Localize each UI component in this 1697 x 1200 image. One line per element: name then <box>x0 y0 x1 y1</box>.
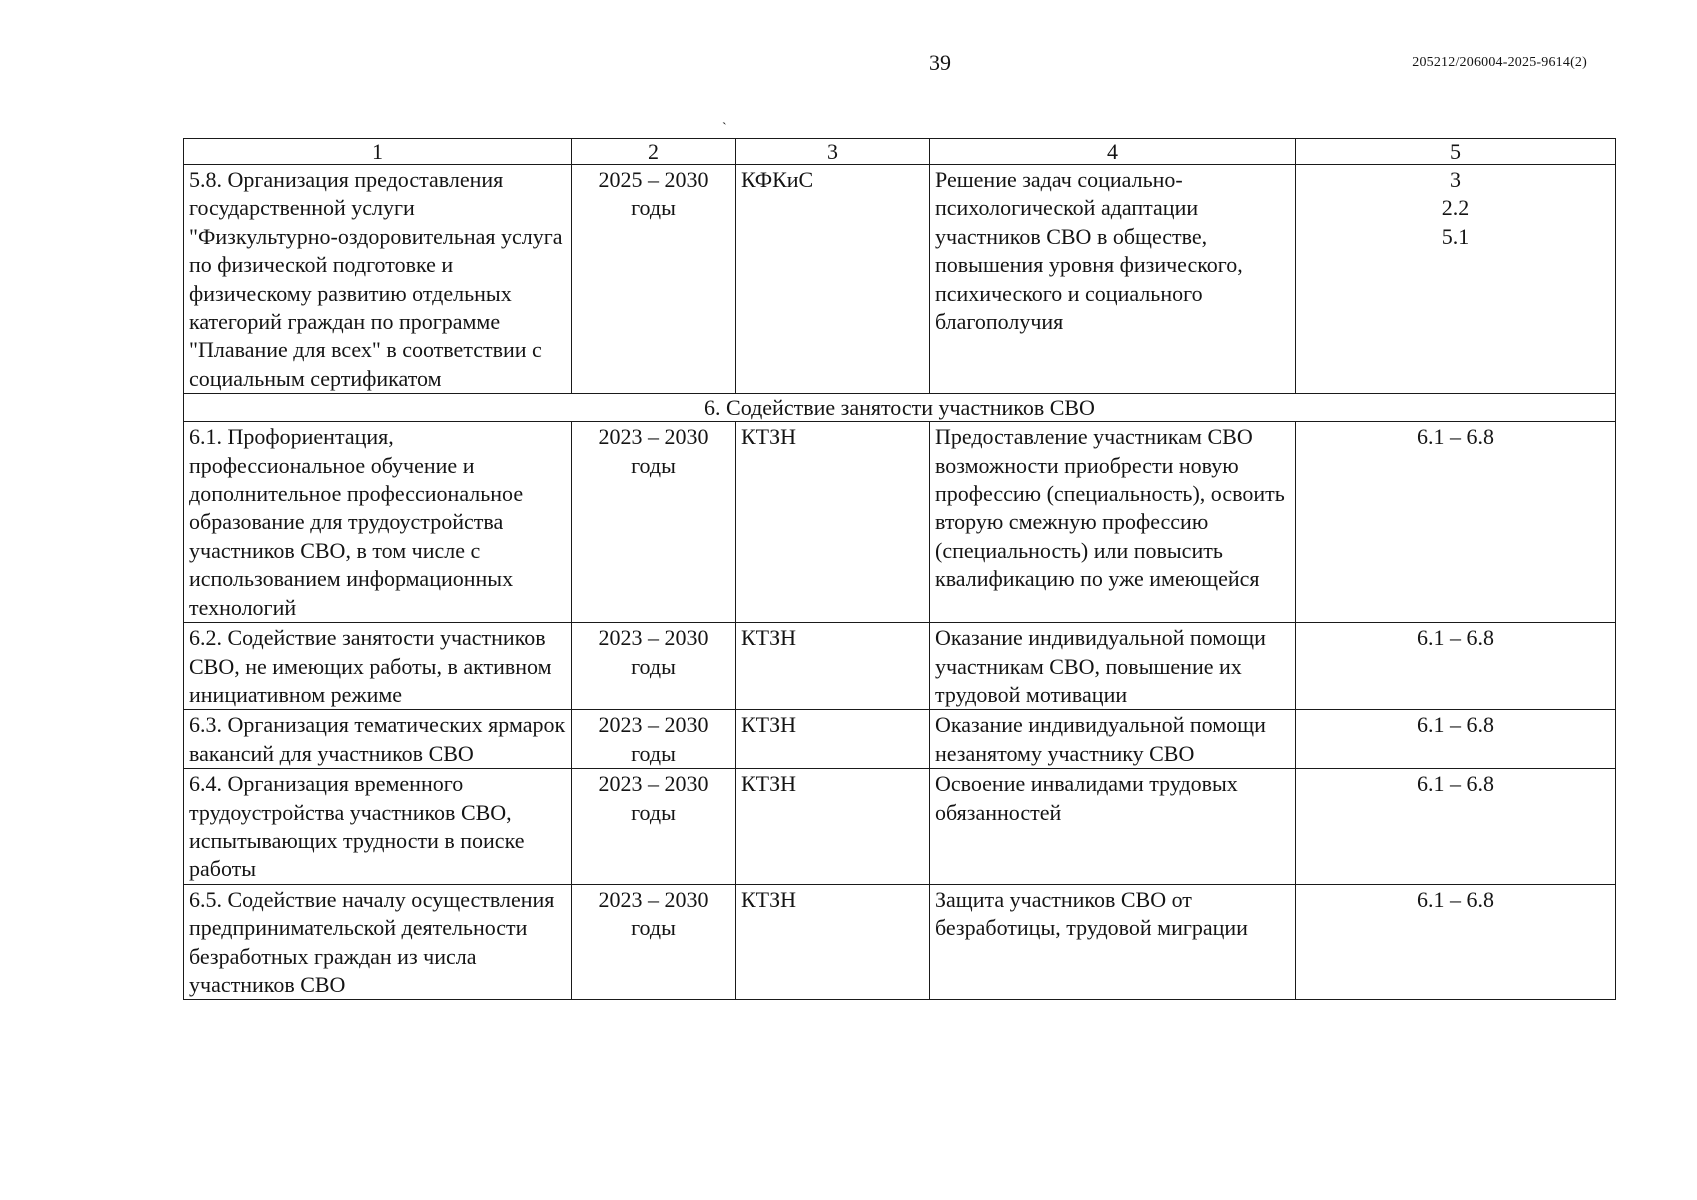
indicator-item: 2.2 <box>1441 195 1470 221</box>
executor-cell: КТЗН <box>736 623 930 710</box>
executor-cell: КТЗН <box>736 884 930 1000</box>
period-cell: 2023 – 2030 годы <box>572 769 736 885</box>
indicators-cell: 6.1 – 6.8 <box>1296 623 1616 710</box>
column-number-1: 1 <box>184 139 572 165</box>
measure-name-cell: 6.2. Содействие занятости участников СВО, не имеющих работы, в активном инициативном режиме <box>184 623 572 710</box>
period-cell: 2023 – 2030 годы <box>572 710 736 769</box>
indicators-cell <box>1296 165 1616 394</box>
indicator-item: 3 <box>1450 167 1461 192</box>
period-cell: 2025 – 2030 годы <box>572 165 736 394</box>
result-cell: Оказание индивидуальной помощи незанятому участнику СВО <box>930 710 1296 769</box>
result-cell: Освоение инвалидами трудовых обязанностей <box>930 769 1296 885</box>
column-number-2: 2 <box>572 139 736 165</box>
measure-name-cell: 6.5. Содействие началу осуществления предпринимательской деятельности безработных граждан из числа участников СВО <box>184 884 572 1000</box>
measure-name-cell: 6.3. Организация тематических ярмарок вакансий для участников СВО <box>184 710 572 769</box>
indicator-item: 5.1 <box>1441 223 1470 249</box>
table-row <box>184 422 1616 623</box>
measure-name-cell: 6.4. Организация временного трудоустройства участников СВО, испытывающих трудности в поиске работы <box>184 769 572 885</box>
result-cell: Предоставление участникам СВО возможности приобрести новую профессию (специальность), освоить вторую смежную профессию (специальность) или повысить квалификацию по уже имеющейся <box>930 422 1296 623</box>
period-cell: 2023 – 2030 годы <box>572 422 736 623</box>
column-number-4: 4 <box>930 139 1296 165</box>
table-row <box>184 710 1616 769</box>
result-cell: Решение задач социально-психологической адаптации участников СВО в обществе, повышения уровня физического, психического и социального благополучия <box>930 165 1296 394</box>
executor-cell: КТЗН <box>736 422 930 623</box>
table-row <box>184 165 1616 394</box>
column-number-row <box>184 139 1616 165</box>
indicators-cell: 6.1 – 6.8 <box>1296 769 1616 885</box>
result-cell: Оказание индивидуальной помощи участникам СВО, повышение их трудовой мотивации <box>930 623 1296 710</box>
section-title: 6. Содействие занятости участников СВО <box>184 394 1616 422</box>
scan-mark: ` <box>722 121 727 136</box>
indicators-cell: 6.1 – 6.8 <box>1296 884 1616 1000</box>
executor-cell: КТЗН <box>736 769 930 885</box>
section-header-row <box>184 394 1616 422</box>
result-cell: Защита участников СВО от безработицы, трудовой миграции <box>930 884 1296 1000</box>
measures-table <box>183 138 1616 1000</box>
table-row <box>184 623 1616 710</box>
measure-name-cell: 5.8. Организация предоставления государственной услуги "Физкультурно-оздоровительная услуга по физической подготовке и физическому развитию отдельных категорий граждан по программе "Плавание для всех" в соответствии с социальным сертификатом <box>184 165 572 394</box>
column-number-3: 3 <box>736 139 930 165</box>
period-cell: 2023 – 2030 годы <box>572 884 736 1000</box>
indicator-list <box>1301 166 1610 251</box>
indicators-cell: 6.1 – 6.8 <box>1296 710 1616 769</box>
page-number: 39 <box>929 50 951 75</box>
table-row <box>184 769 1616 885</box>
period-cell: 2023 – 2030 годы <box>572 623 736 710</box>
indicators-cell: 6.1 – 6.8 <box>1296 422 1616 623</box>
column-number-5: 5 <box>1296 139 1616 165</box>
document-code: 205212/206004-2025-9614(2) <box>1412 55 1587 70</box>
table-row <box>184 884 1616 1000</box>
measure-name-cell: 6.1. Профориентация, профессиональное обучение и дополнительное профессиональное образование для трудоустройства участников СВО, в том числе с использованием информационных технологий <box>184 422 572 623</box>
executor-cell: КТЗН <box>736 710 930 769</box>
executor-cell: КФКиС <box>736 165 930 394</box>
